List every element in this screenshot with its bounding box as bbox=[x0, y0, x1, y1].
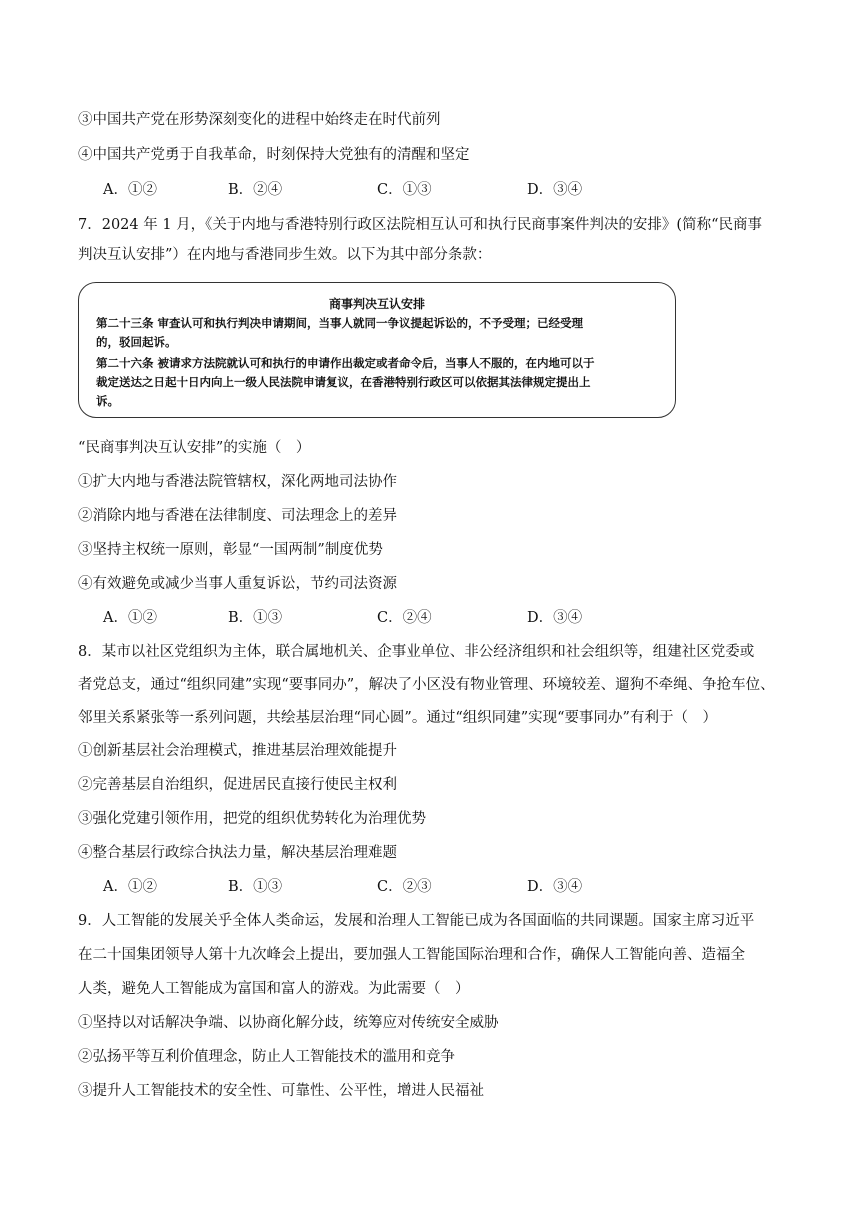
q8-option-b: B．①③ bbox=[228, 879, 283, 895]
q7-item-2: ②消除内地与香港在法律制度、司法理念上的差异 bbox=[78, 508, 397, 524]
q8-item-2: ②完善基层自治组织，促进居民直接行使民主权利 bbox=[78, 777, 397, 793]
q6-item-4: ④中国共产党勇于自我革命，时刻保持大党独有的清醒和坚定 bbox=[78, 147, 470, 163]
q7-stem-line-1: 7．2024 年 1 月，《关于内地与香港特别行政区法院相互认可和执行民商事案件判决的安排》(简称“民商事 bbox=[78, 217, 762, 233]
q8-option-d: D．③④ bbox=[527, 879, 583, 895]
q6-option-d: D．③④ bbox=[527, 182, 583, 198]
q8-option-c: C．②③ bbox=[377, 879, 432, 895]
q7-box-line-5: 诉。 bbox=[96, 394, 119, 408]
q7-item-4: ④有效避免或减少当事人重复诉讼，节约司法资源 bbox=[78, 576, 397, 592]
q8-option-a: A．①② bbox=[103, 879, 157, 895]
q7-stem-line-2: 判决互认安排”）在内地与香港同步生效。以下为其中部分条款： bbox=[78, 247, 492, 263]
q7-box-line-3: 第二十六条 被请求方法院就认可和执行的申请作出裁定或者命令后，当事人不服的，在内地可以于 bbox=[96, 356, 595, 370]
q8-stem-line-1: 8．某市以社区党组织为主体，联合属地机关、企事业单位、非公经济组织和社会组织等，组建社区党委或 bbox=[78, 644, 755, 660]
q7-box-line-2: 的，驳回起诉。 bbox=[96, 335, 177, 349]
q6-option-b: B．②④ bbox=[228, 182, 283, 198]
q8-item-3: ③强化党建引领作用，把党的组织优势转化为治理优势 bbox=[78, 811, 426, 827]
q7-option-d: D．③④ bbox=[527, 610, 583, 626]
q9-stem-line-1: 9．人工智能的发展关乎全体人类命运，发展和治理人工智能已成为各国面临的共同课题。国家主席习近平 bbox=[78, 913, 755, 929]
q6-option-c: C．①③ bbox=[377, 182, 432, 198]
q7-question: “民商事判决互认安排”的实施（ ） bbox=[78, 440, 311, 456]
q7-item-1: ①扩大内地与香港法院管辖权，深化两地司法协作 bbox=[78, 474, 397, 490]
q7-box-line-4: 裁定送达之日起十日内向上一级人民法院申请复议，在香港特别行政区可以依据其法律规定提出上 bbox=[96, 375, 591, 389]
q7-box-line-1: 第二十三条 审查认可和执行判决申请期间，当事人就同一争议提起诉讼的，不予受理；已经受理 bbox=[96, 316, 583, 330]
q7-item-3: ③坚持主权统一原则，彰显“一国两制”制度优势 bbox=[78, 542, 383, 558]
q7-box-title: 商事判决互认安排 bbox=[328, 297, 425, 311]
q6-option-a: A．①② bbox=[103, 182, 157, 198]
q8-stem-line-3: 邻里关系紧张等一系列问题，共绘基层治理“同心圆”。通过“组织同建”实现“要事同办”有利于（ ） bbox=[78, 710, 717, 726]
q7-option-b: B．①③ bbox=[228, 610, 283, 626]
q8-item-1: ①创新基层社会治理模式，推进基层治理效能提升 bbox=[78, 743, 397, 759]
q9-stem-line-2: 在二十国集团领导人第十九次峰会上提出，要加强人工智能国际治理和合作，确保人工智能向善、造福全 bbox=[78, 947, 745, 963]
q7-option-a: A．①② bbox=[103, 610, 157, 626]
q9-item-1: ①坚持以对话解决争端、以协商化解分歧，统筹应对传统安全威胁 bbox=[78, 1015, 499, 1031]
q9-item-3: ③提升人工智能技术的安全性、可靠性、公平性，增进人民福祉 bbox=[78, 1083, 484, 1099]
q9-item-2: ②弘扬平等互利价值理念，防止人工智能技术的滥用和竞争 bbox=[78, 1049, 455, 1065]
q7-option-c: C．②④ bbox=[377, 610, 432, 626]
q8-stem-line-2: 者党总支，通过“组织同建”实现“要事同办”，解决了小区没有物业管理、环境较差、遛狗不牵绳、争抢车位、 bbox=[78, 677, 775, 693]
q6-item-3: ③中国共产党在形势深刻变化的进程中始终走在时代前列 bbox=[78, 112, 441, 128]
q9-stem-line-3: 人类，避免人工智能成为富国和富人的游戏。为此需要（ ） bbox=[78, 981, 470, 997]
q7-excerpt-box bbox=[78, 282, 676, 418]
q8-item-4: ④整合基层行政综合执法力量，解决基层治理难题 bbox=[78, 845, 397, 861]
